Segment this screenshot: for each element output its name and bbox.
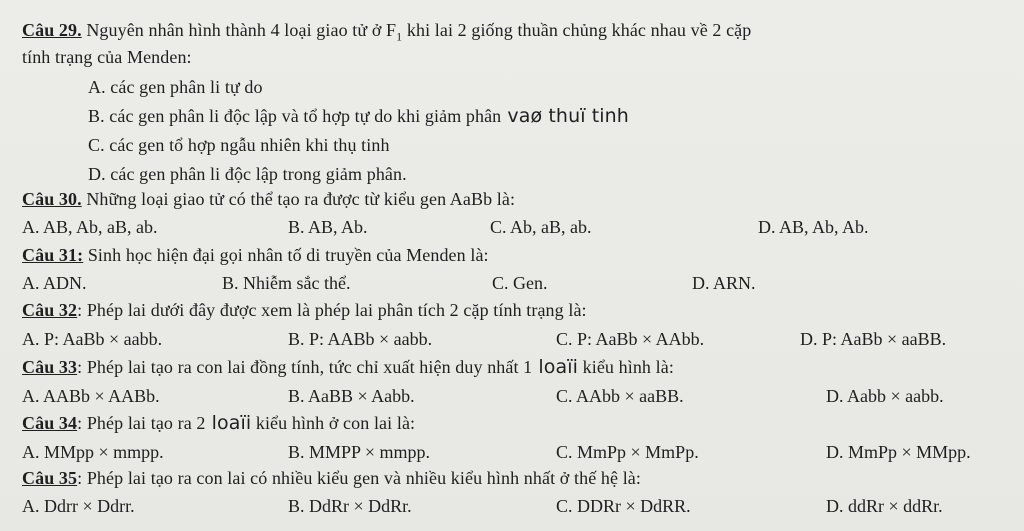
question-32-option-d: D. P: AaBb × aaBB. [800, 329, 947, 349]
question-34-option-d: D. MmPp × MMpp. [826, 442, 971, 462]
question-34-number: Câu 34 [22, 413, 78, 433]
question-35-option-c: C. DDRr × DdRR. [556, 496, 691, 516]
question-29-text-a: Nguyên nhân hình thành 4 loại giao tử ở F [81, 20, 397, 40]
question-33-option-c: C. AAbb × aaBB. [556, 386, 684, 406]
question-29-option-a: A. các gen phân li tự do [88, 77, 263, 97]
question-32-option-c: C. P: AaBb × AAbb. [556, 329, 705, 349]
question-31-option-b: B. Nhiễm sắc thể. [222, 273, 351, 293]
question-30-option-a: A. AB, Ab, aB, ab. [22, 217, 158, 237]
question-33-text-c: kiểu hình là: [578, 357, 674, 377]
question-34-option-c: C. MmPp × MmPp. [556, 442, 699, 462]
question-30-option-b: B. AB, Ab. [288, 217, 368, 237]
question-29-option-b-tail: vaø thuï tinh [501, 105, 629, 127]
question-30-stem [22, 187, 1012, 211]
question-33-number: Câu 33 [22, 357, 78, 377]
question-30-option-c: C. Ab, aB, ab. [490, 217, 592, 237]
question-35-text: : Phép lai tạo ra con lai có nhiều kiểu gen và nhiều kiểu hình nhất ở thế hệ là: [77, 468, 641, 488]
question-30-number: Câu 30. [22, 189, 82, 209]
question-33-text-a: : Phép lai tạo ra con lai đồng tính, tức chỉ xuất hiện duy nhất 1 [77, 357, 533, 377]
question-33-option-b: B. AaBB × Aabb. [288, 386, 415, 406]
question-33-option-d: D. Aabb × aabb. [826, 386, 944, 406]
question-30-option-d: D. AB, Ab, Ab. [758, 217, 869, 237]
question-35-option-a: A. Ddrr × Ddrr. [22, 496, 135, 516]
question-35-option-d: D. ddRr × ddRr. [826, 496, 943, 516]
question-32-stem [22, 298, 1012, 322]
question-29-number: Câu 29. [22, 20, 82, 40]
question-35-number: Câu 35 [22, 468, 78, 488]
question-29-text-b: khi lai 2 giống thuần chủng khác nhau về 2 cặp [402, 20, 752, 40]
question-29-option-b-text: B. các gen phân li độc lập và tổ hợp tự do khi giảm phân [88, 106, 502, 126]
question-33-stem [22, 355, 1012, 379]
question-34-text-c: kiểu hình ở con lai là: [251, 413, 416, 433]
question-31-option-a: A. ADN. [22, 273, 87, 293]
question-32-option-b: B. P: AABb × aabb. [288, 329, 433, 349]
question-31-option-c: C. Gen. [492, 273, 548, 293]
question-35-stem [22, 466, 1012, 490]
question-29-option-b [88, 104, 1024, 128]
question-30-text: Những loại giao tử có thể tạo ra được từ kiểu gen AaBb là: [81, 189, 516, 209]
question-32-option-a: A. P: AaBb × aabb. [22, 329, 163, 349]
question-33-option-a: A. AABb × AABb. [22, 386, 160, 406]
question-29-option-d: D. các gen phân li độc lập trong giảm phân. [88, 164, 407, 184]
question-31-stem [22, 243, 1012, 267]
question-31-option-d: D. ARN. [692, 273, 756, 293]
question-29-stem-line-2: tính trạng của Menden: [22, 47, 192, 67]
question-34-option-a: A. MMpp × mmpp. [22, 442, 164, 462]
question-34-text-b: loaïi [205, 412, 252, 434]
question-31-number: Câu 31: [22, 245, 84, 265]
question-31-text: Sinh học hiện đại gọi nhân tố di truyền của Menden là: [83, 245, 489, 265]
question-35-option-b: B. DdRr × DdRr. [288, 496, 412, 516]
question-34-text-a: : Phép lai tạo ra 2 [77, 413, 206, 433]
question-29-stem [22, 18, 1012, 49]
question-34-option-b: B. MMPP × mmpp. [288, 442, 431, 462]
question-32-text: : Phép lai dưới đây được xem là phép lai phân tích 2 cặp tính trạng là: [77, 300, 587, 320]
question-34-stem [22, 411, 1012, 435]
question-29-subscript: 1 [396, 29, 403, 44]
question-32-number: Câu 32 [22, 300, 78, 320]
question-29-option-c: C. các gen tổ hợp ngẫu nhiên khi thụ tinh [88, 135, 390, 155]
question-33-text-b: loaïi [532, 356, 579, 378]
